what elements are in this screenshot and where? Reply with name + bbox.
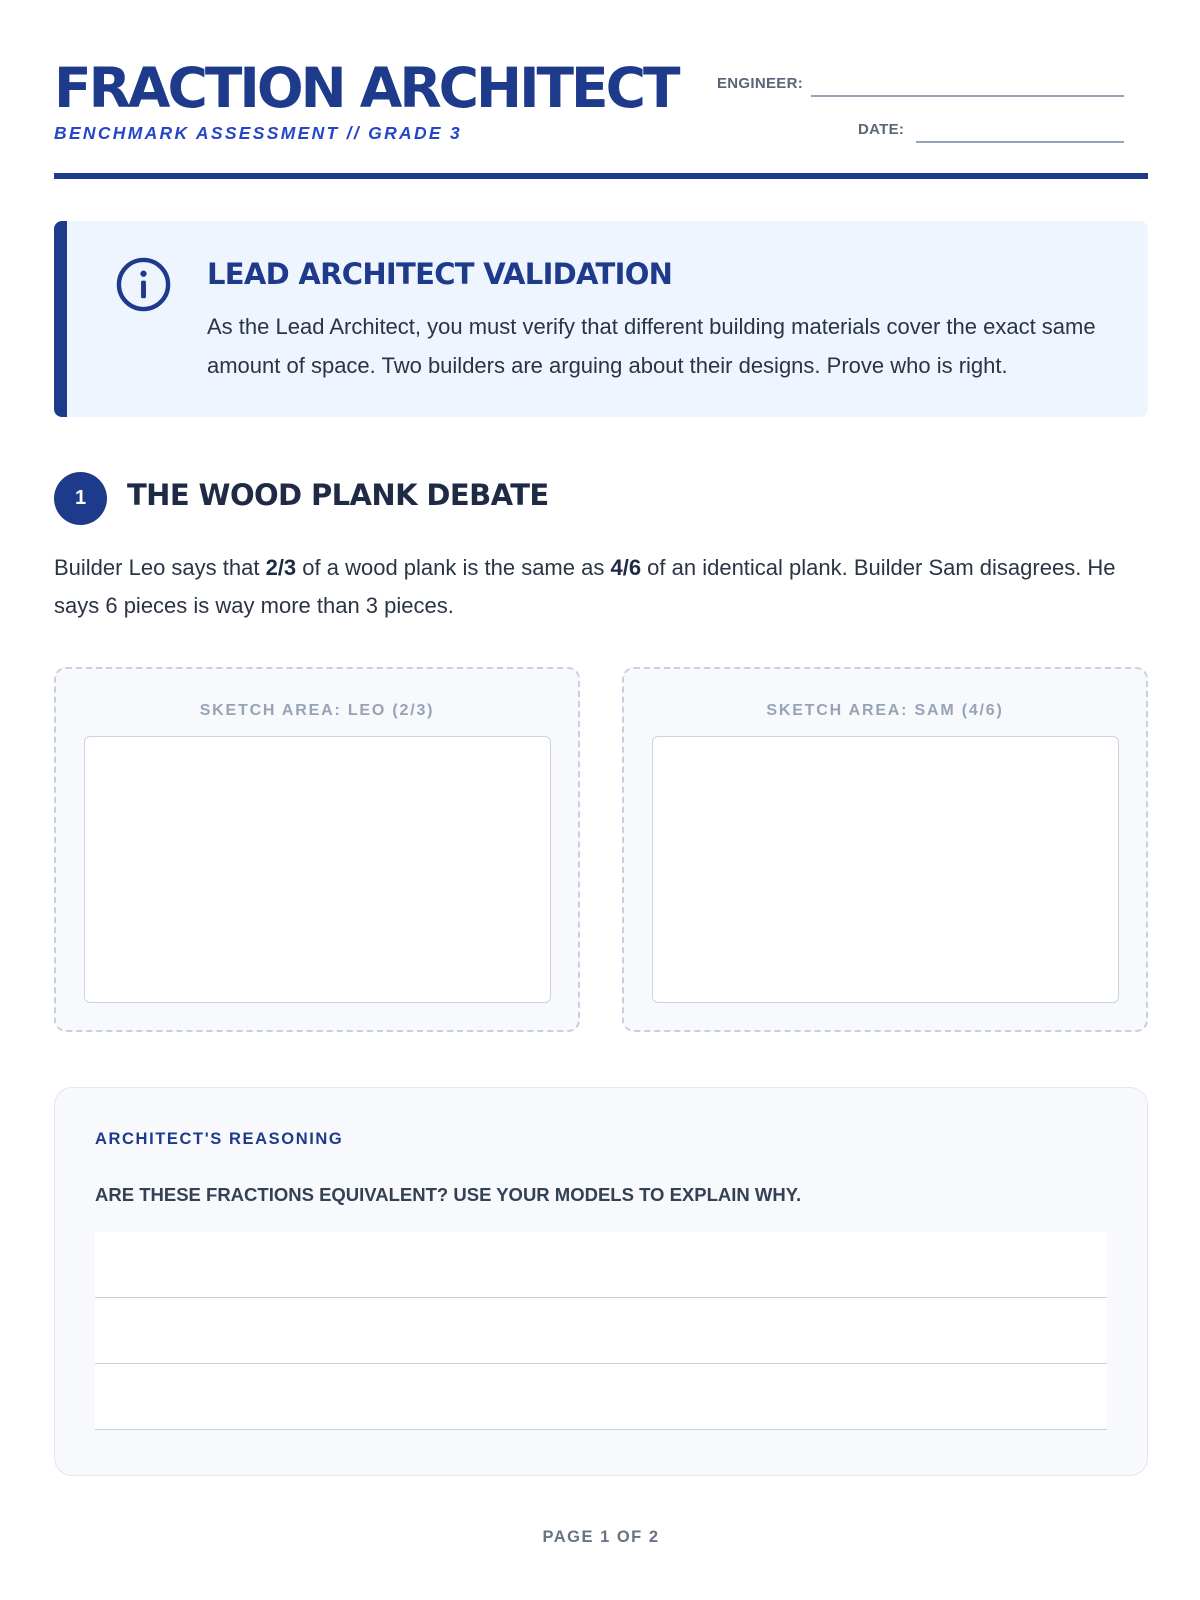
section-number-badge: 1 [54, 472, 107, 525]
info-callout [54, 221, 1148, 417]
date-field[interactable] [916, 141, 1124, 143]
reasoning-panel [54, 1087, 1148, 1476]
fraction-sam: 4/6 [610, 555, 642, 580]
sketch-area-leo-label: SKETCH AREA: LEO (2/3) [199, 702, 435, 719]
section-title: THE WOOD PLANK DEBATE [127, 478, 549, 512]
sketch-area-sam-label: SKETCH AREA: SAM (4/6) [766, 702, 1004, 719]
page-number: PAGE 1 OF 2 [542, 1528, 660, 1546]
sketch-area-sam [622, 667, 1148, 1032]
problem-text-part: Builder Leo says that [54, 555, 266, 580]
problem-text-part: of a wood plank is the same as [296, 555, 611, 580]
engineer-label: ENGINEER: [717, 75, 804, 92]
engineer-field[interactable] [811, 95, 1124, 97]
page-title: FRACTION ARCHITECT [54, 56, 678, 120]
info-icon [116, 257, 171, 312]
sketch-area-leo [54, 667, 580, 1032]
info-title: LEAD ARCHITECT VALIDATION [207, 257, 673, 291]
answer-line[interactable] [95, 1232, 1107, 1298]
info-text: As the Lead Architect, you must verify that different building materials cover the exact same amount of space. Two builders are arguing about their designs. Prove who is right. [207, 314, 1096, 378]
problem-text-part: of an identical plank. Builder Sam disagrees. He says 6 pieces is way more than 3 pieces. [54, 555, 1116, 618]
reasoning-question: ARE THESE FRACTIONS EQUIVALENT? USE YOUR MODELS TO EXPLAIN WHY. [95, 1184, 802, 1205]
sketch-canvas-sam[interactable] [652, 736, 1119, 1003]
answer-line[interactable] [95, 1364, 1107, 1430]
answer-line[interactable] [95, 1298, 1107, 1364]
page-subtitle: BENCHMARK ASSESSMENT // GRADE 3 [54, 123, 463, 143]
reasoning-heading: ARCHITECT'S REASONING [95, 1130, 344, 1148]
problem-text [54, 549, 1154, 625]
fraction-leo: 2/3 [265, 555, 297, 580]
date-label: DATE: [858, 121, 905, 138]
header-divider [54, 173, 1148, 179]
sketch-canvas-leo[interactable] [84, 736, 551, 1003]
